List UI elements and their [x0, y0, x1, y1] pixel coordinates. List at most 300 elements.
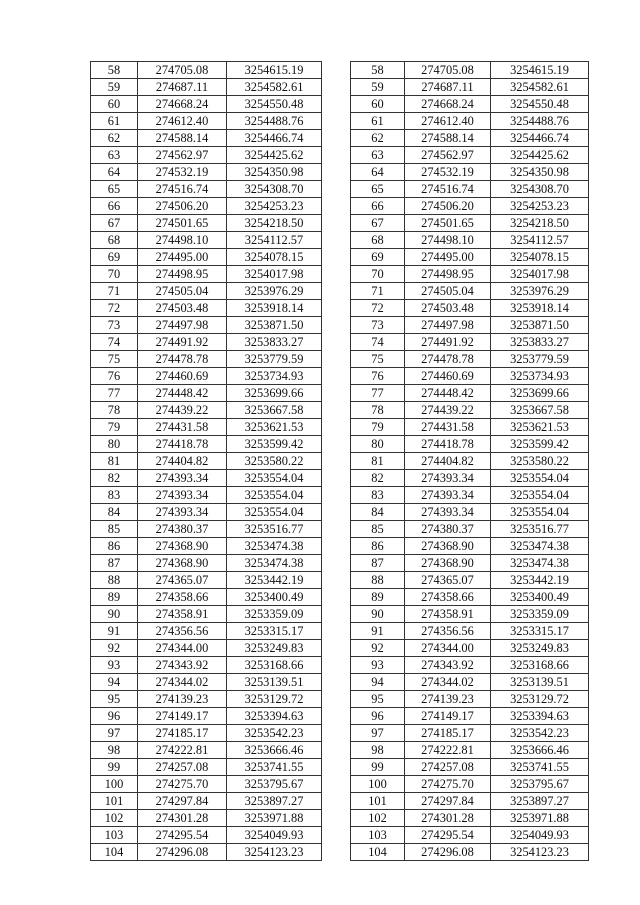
x-coordinate-cell: 274343.92: [138, 657, 227, 674]
table-row: [351, 351, 589, 368]
x-coordinate-cell: 274393.34: [138, 504, 227, 521]
y-coordinate-cell: 3253474.38: [491, 555, 589, 572]
y-coordinate-cell: 3253474.38: [227, 538, 322, 555]
x-coordinate-cell: 274491.92: [138, 334, 227, 351]
x-coordinate-cell: 274356.56: [138, 623, 227, 640]
y-coordinate-cell: 3254488.76: [491, 113, 589, 130]
table-row: [91, 436, 322, 453]
point-number-cell: 60: [91, 96, 138, 113]
point-number-cell: 75: [91, 351, 138, 368]
point-number-cell: 85: [351, 521, 405, 538]
table-row: [351, 113, 589, 130]
point-number-cell: 61: [351, 113, 405, 130]
table-row: [351, 334, 589, 351]
point-number-cell: 84: [351, 504, 405, 521]
table-row: [351, 725, 589, 742]
point-number-cell: 93: [91, 657, 138, 674]
x-coordinate-cell: 274506.20: [138, 198, 227, 215]
x-coordinate-cell: 274393.34: [138, 470, 227, 487]
x-coordinate-cell: 274612.40: [405, 113, 491, 130]
table-row: [91, 470, 322, 487]
x-coordinate-cell: 274368.90: [405, 538, 491, 555]
y-coordinate-cell: 3253129.72: [491, 691, 589, 708]
y-coordinate-cell: 3254550.48: [491, 96, 589, 113]
table-row: [91, 742, 322, 759]
x-coordinate-cell: 274448.42: [405, 385, 491, 402]
table-row: [351, 232, 589, 249]
x-coordinate-cell: 274503.48: [138, 300, 227, 317]
table-row: [91, 130, 322, 147]
table-row: [91, 674, 322, 691]
table-row: [91, 62, 322, 79]
x-coordinate-cell: 274139.23: [138, 691, 227, 708]
point-number-cell: 95: [351, 691, 405, 708]
x-coordinate-cell: 274380.37: [138, 521, 227, 538]
y-coordinate-cell: 3253871.50: [227, 317, 322, 334]
y-coordinate-cell: 3253554.04: [491, 470, 589, 487]
table-row: [91, 453, 322, 470]
y-coordinate-cell: 3254017.98: [227, 266, 322, 283]
coordinate-table-right-body: [351, 62, 589, 861]
y-coordinate-cell: 3254123.23: [227, 844, 322, 861]
y-coordinate-cell: 3254218.50: [227, 215, 322, 232]
coordinate-table-right: [350, 61, 589, 861]
point-number-cell: 104: [351, 844, 405, 861]
table-row: [351, 793, 589, 810]
point-number-cell: 98: [91, 742, 138, 759]
x-coordinate-cell: 274498.10: [405, 232, 491, 249]
y-coordinate-cell: 3254615.19: [491, 62, 589, 79]
x-coordinate-cell: 274404.82: [138, 453, 227, 470]
table-row: [351, 164, 589, 181]
y-coordinate-cell: 3253897.27: [491, 793, 589, 810]
x-coordinate-cell: 274295.54: [138, 827, 227, 844]
y-coordinate-cell: 3253554.04: [227, 504, 322, 521]
point-number-cell: 85: [91, 521, 138, 538]
table-row: [351, 640, 589, 657]
x-coordinate-cell: 274418.78: [405, 436, 491, 453]
point-number-cell: 99: [351, 759, 405, 776]
x-coordinate-cell: 274185.17: [405, 725, 491, 742]
table-row: [351, 572, 589, 589]
y-coordinate-cell: 3253918.14: [227, 300, 322, 317]
y-coordinate-cell: 3253976.29: [227, 283, 322, 300]
table-row: [91, 232, 322, 249]
point-number-cell: 96: [91, 708, 138, 725]
x-coordinate-cell: 274439.22: [405, 402, 491, 419]
y-coordinate-cell: 3254049.93: [227, 827, 322, 844]
y-coordinate-cell: 3253359.09: [491, 606, 589, 623]
y-coordinate-cell: 3253667.58: [227, 402, 322, 419]
point-number-cell: 94: [91, 674, 138, 691]
point-number-cell: 73: [91, 317, 138, 334]
point-number-cell: 58: [91, 62, 138, 79]
table-row: [351, 436, 589, 453]
table-row: [351, 249, 589, 266]
table-row: [351, 198, 589, 215]
x-coordinate-cell: 274498.95: [405, 266, 491, 283]
x-coordinate-cell: 274149.17: [138, 708, 227, 725]
point-number-cell: 64: [91, 164, 138, 181]
x-coordinate-cell: 274562.97: [138, 147, 227, 164]
table-row: [351, 555, 589, 572]
table-row: [91, 776, 322, 793]
point-number-cell: 74: [351, 334, 405, 351]
point-number-cell: 67: [91, 215, 138, 232]
x-coordinate-cell: 274588.14: [405, 130, 491, 147]
x-coordinate-cell: 274358.91: [405, 606, 491, 623]
point-number-cell: 94: [351, 674, 405, 691]
y-coordinate-cell: 3254112.57: [491, 232, 589, 249]
point-number-cell: 65: [91, 181, 138, 198]
table-row: [351, 317, 589, 334]
y-coordinate-cell: 3253599.42: [491, 436, 589, 453]
table-row: [351, 300, 589, 317]
y-coordinate-cell: 3254350.98: [491, 164, 589, 181]
point-number-cell: 79: [351, 419, 405, 436]
y-coordinate-cell: 3253976.29: [491, 283, 589, 300]
table-row: [91, 164, 322, 181]
point-number-cell: 90: [351, 606, 405, 623]
x-coordinate-cell: 274478.78: [405, 351, 491, 368]
table-row: [351, 419, 589, 436]
y-coordinate-cell: 3253394.63: [491, 708, 589, 725]
x-coordinate-cell: 274495.00: [405, 249, 491, 266]
table-row: [351, 589, 589, 606]
x-coordinate-cell: 274222.81: [138, 742, 227, 759]
point-number-cell: 63: [351, 147, 405, 164]
point-number-cell: 81: [91, 453, 138, 470]
point-number-cell: 58: [351, 62, 405, 79]
y-coordinate-cell: 3254218.50: [491, 215, 589, 232]
x-coordinate-cell: 274297.84: [138, 793, 227, 810]
point-number-cell: 60: [351, 96, 405, 113]
y-coordinate-cell: 3254308.70: [491, 181, 589, 198]
point-number-cell: 80: [91, 436, 138, 453]
y-coordinate-cell: 3253699.66: [227, 385, 322, 402]
y-coordinate-cell: 3253621.53: [227, 419, 322, 436]
table-row: [351, 742, 589, 759]
table-row: [91, 521, 322, 538]
y-coordinate-cell: 3253315.17: [227, 623, 322, 640]
x-coordinate-cell: 274588.14: [138, 130, 227, 147]
point-number-cell: 82: [91, 470, 138, 487]
y-coordinate-cell: 3253580.22: [491, 453, 589, 470]
table-row: [91, 538, 322, 555]
point-number-cell: 101: [91, 793, 138, 810]
table-row: [351, 62, 589, 79]
coordinate-table-left-body: [91, 62, 322, 861]
table-row: [91, 368, 322, 385]
x-coordinate-cell: 274275.70: [138, 776, 227, 793]
point-number-cell: 83: [351, 487, 405, 504]
y-coordinate-cell: 3253621.53: [491, 419, 589, 436]
point-number-cell: 103: [91, 827, 138, 844]
x-coordinate-cell: 274296.08: [405, 844, 491, 861]
point-number-cell: 98: [351, 742, 405, 759]
point-number-cell: 89: [91, 589, 138, 606]
table-row: [91, 844, 322, 861]
point-number-cell: 72: [351, 300, 405, 317]
y-coordinate-cell: 3253168.66: [227, 657, 322, 674]
y-coordinate-cell: 3254253.23: [491, 198, 589, 215]
x-coordinate-cell: 274505.04: [405, 283, 491, 300]
x-coordinate-cell: 274149.17: [405, 708, 491, 725]
table-row: [91, 249, 322, 266]
y-coordinate-cell: 3253474.38: [227, 555, 322, 572]
y-coordinate-cell: 3254017.98: [491, 266, 589, 283]
table-row: [91, 113, 322, 130]
x-coordinate-cell: 274368.90: [405, 555, 491, 572]
table-row: [91, 96, 322, 113]
table-row: [91, 793, 322, 810]
y-coordinate-cell: 3253699.66: [491, 385, 589, 402]
table-row: [91, 385, 322, 402]
point-number-cell: 77: [351, 385, 405, 402]
point-number-cell: 79: [91, 419, 138, 436]
x-coordinate-cell: 274344.00: [405, 640, 491, 657]
table-row: [351, 623, 589, 640]
x-coordinate-cell: 274501.65: [138, 215, 227, 232]
y-coordinate-cell: 3253315.17: [491, 623, 589, 640]
y-coordinate-cell: 3253897.27: [227, 793, 322, 810]
x-coordinate-cell: 274612.40: [138, 113, 227, 130]
table-row: [351, 96, 589, 113]
y-coordinate-cell: 3254049.93: [491, 827, 589, 844]
table-row: [351, 691, 589, 708]
y-coordinate-cell: 3253734.93: [491, 368, 589, 385]
point-number-cell: 66: [351, 198, 405, 215]
point-number-cell: 93: [351, 657, 405, 674]
x-coordinate-cell: 274275.70: [405, 776, 491, 793]
y-coordinate-cell: 3254466.74: [227, 130, 322, 147]
x-coordinate-cell: 274532.19: [138, 164, 227, 181]
x-coordinate-cell: 274368.90: [138, 538, 227, 555]
table-row: [91, 657, 322, 674]
point-number-cell: 95: [91, 691, 138, 708]
x-coordinate-cell: 274297.84: [405, 793, 491, 810]
point-number-cell: 99: [91, 759, 138, 776]
table-row: [351, 215, 589, 232]
point-number-cell: 75: [351, 351, 405, 368]
point-number-cell: 96: [351, 708, 405, 725]
point-number-cell: 102: [91, 810, 138, 827]
point-number-cell: 90: [91, 606, 138, 623]
y-coordinate-cell: 3253394.63: [227, 708, 322, 725]
table-row: [351, 674, 589, 691]
y-coordinate-cell: 3253516.77: [491, 521, 589, 538]
table-row: [351, 521, 589, 538]
point-number-cell: 63: [91, 147, 138, 164]
y-coordinate-cell: 3253554.04: [491, 504, 589, 521]
x-coordinate-cell: 274431.58: [405, 419, 491, 436]
x-coordinate-cell: 274705.08: [138, 62, 227, 79]
point-number-cell: 66: [91, 198, 138, 215]
x-coordinate-cell: 274295.54: [405, 827, 491, 844]
y-coordinate-cell: 3254350.98: [227, 164, 322, 181]
x-coordinate-cell: 274368.90: [138, 555, 227, 572]
y-coordinate-cell: 3253741.55: [227, 759, 322, 776]
y-coordinate-cell: 3253400.49: [491, 589, 589, 606]
y-coordinate-cell: 3253871.50: [491, 317, 589, 334]
point-number-cell: 89: [351, 589, 405, 606]
point-number-cell: 81: [351, 453, 405, 470]
table-row: [351, 487, 589, 504]
table-row: [91, 759, 322, 776]
y-coordinate-cell: 3253918.14: [491, 300, 589, 317]
table-row: [351, 538, 589, 555]
point-number-cell: 91: [91, 623, 138, 640]
x-coordinate-cell: 274497.98: [138, 317, 227, 334]
y-coordinate-cell: 3253554.04: [227, 487, 322, 504]
x-coordinate-cell: 274439.22: [138, 402, 227, 419]
table-row: [351, 368, 589, 385]
point-number-cell: 62: [91, 130, 138, 147]
table-row: [351, 810, 589, 827]
y-coordinate-cell: 3253833.27: [491, 334, 589, 351]
table-row: [91, 589, 322, 606]
x-coordinate-cell: 274460.69: [138, 368, 227, 385]
table-row: [91, 79, 322, 96]
y-coordinate-cell: 3253666.46: [491, 742, 589, 759]
table-row: [91, 691, 322, 708]
x-coordinate-cell: 274222.81: [405, 742, 491, 759]
table-row: [91, 215, 322, 232]
x-coordinate-cell: 274668.24: [138, 96, 227, 113]
table-row: [351, 776, 589, 793]
x-coordinate-cell: 274431.58: [138, 419, 227, 436]
y-coordinate-cell: 3254123.23: [491, 844, 589, 861]
y-coordinate-cell: 3254308.70: [227, 181, 322, 198]
table-row: [91, 640, 322, 657]
table-row: [351, 470, 589, 487]
y-coordinate-cell: 3253971.88: [491, 810, 589, 827]
x-coordinate-cell: 274503.48: [405, 300, 491, 317]
x-coordinate-cell: 274497.98: [405, 317, 491, 334]
point-number-cell: 88: [351, 572, 405, 589]
y-coordinate-cell: 3254078.15: [227, 249, 322, 266]
x-coordinate-cell: 274344.00: [138, 640, 227, 657]
x-coordinate-cell: 274491.92: [405, 334, 491, 351]
table-row: [91, 606, 322, 623]
x-coordinate-cell: 274516.74: [405, 181, 491, 198]
x-coordinate-cell: 274498.10: [138, 232, 227, 249]
point-number-cell: 104: [91, 844, 138, 861]
point-number-cell: 59: [91, 79, 138, 96]
x-coordinate-cell: 274562.97: [405, 147, 491, 164]
point-number-cell: 76: [351, 368, 405, 385]
point-number-cell: 67: [351, 215, 405, 232]
point-number-cell: 70: [91, 266, 138, 283]
x-coordinate-cell: 274365.07: [138, 572, 227, 589]
y-coordinate-cell: 3254582.61: [491, 79, 589, 96]
y-coordinate-cell: 3253779.59: [227, 351, 322, 368]
table-row: [351, 181, 589, 198]
y-coordinate-cell: 3253442.19: [491, 572, 589, 589]
point-number-cell: 100: [351, 776, 405, 793]
point-number-cell: 65: [351, 181, 405, 198]
point-number-cell: 97: [91, 725, 138, 742]
point-number-cell: 59: [351, 79, 405, 96]
y-coordinate-cell: 3253599.42: [227, 436, 322, 453]
x-coordinate-cell: 274393.34: [405, 504, 491, 521]
table-row: [91, 572, 322, 589]
y-coordinate-cell: 3254112.57: [227, 232, 322, 249]
table-row: [351, 827, 589, 844]
x-coordinate-cell: 274358.66: [138, 589, 227, 606]
point-number-cell: 87: [91, 555, 138, 572]
point-number-cell: 69: [351, 249, 405, 266]
x-coordinate-cell: 274393.34: [405, 487, 491, 504]
point-number-cell: 62: [351, 130, 405, 147]
y-coordinate-cell: 3253542.23: [491, 725, 589, 742]
table-row: [91, 147, 322, 164]
x-coordinate-cell: 274301.28: [405, 810, 491, 827]
point-number-cell: 61: [91, 113, 138, 130]
y-coordinate-cell: 3254253.23: [227, 198, 322, 215]
table-row: [351, 402, 589, 419]
x-coordinate-cell: 274380.37: [405, 521, 491, 538]
point-number-cell: 86: [351, 538, 405, 555]
point-number-cell: 78: [91, 402, 138, 419]
x-coordinate-cell: 274687.11: [405, 79, 491, 96]
table-row: [351, 504, 589, 521]
point-number-cell: 64: [351, 164, 405, 181]
table-row: [91, 487, 322, 504]
table-row: [91, 181, 322, 198]
point-number-cell: 69: [91, 249, 138, 266]
y-coordinate-cell: 3253249.83: [491, 640, 589, 657]
table-row: [91, 725, 322, 742]
y-coordinate-cell: 3253554.04: [491, 487, 589, 504]
y-coordinate-cell: 3253795.67: [227, 776, 322, 793]
x-coordinate-cell: 274358.91: [138, 606, 227, 623]
x-coordinate-cell: 274393.34: [405, 470, 491, 487]
point-number-cell: 101: [351, 793, 405, 810]
point-number-cell: 77: [91, 385, 138, 402]
x-coordinate-cell: 274296.08: [138, 844, 227, 861]
point-number-cell: 84: [91, 504, 138, 521]
x-coordinate-cell: 274516.74: [138, 181, 227, 198]
table-row: [91, 351, 322, 368]
y-coordinate-cell: 3254466.74: [491, 130, 589, 147]
table-row: [351, 844, 589, 861]
x-coordinate-cell: 274505.04: [138, 283, 227, 300]
y-coordinate-cell: 3253779.59: [491, 351, 589, 368]
table-row: [351, 385, 589, 402]
table-row: [91, 419, 322, 436]
point-number-cell: 80: [351, 436, 405, 453]
y-coordinate-cell: 3253129.72: [227, 691, 322, 708]
y-coordinate-cell: 3254078.15: [491, 249, 589, 266]
x-coordinate-cell: 274687.11: [138, 79, 227, 96]
table-row: [351, 79, 589, 96]
x-coordinate-cell: 274404.82: [405, 453, 491, 470]
table-row: [351, 147, 589, 164]
table-row: [91, 283, 322, 300]
table-row: [91, 827, 322, 844]
x-coordinate-cell: 274478.78: [138, 351, 227, 368]
point-number-cell: 82: [351, 470, 405, 487]
x-coordinate-cell: 274506.20: [405, 198, 491, 215]
point-number-cell: 103: [351, 827, 405, 844]
point-number-cell: 91: [351, 623, 405, 640]
x-coordinate-cell: 274344.02: [405, 674, 491, 691]
y-coordinate-cell: 3254425.62: [491, 147, 589, 164]
table-row: [351, 283, 589, 300]
y-coordinate-cell: 3254550.48: [227, 96, 322, 113]
x-coordinate-cell: 274705.08: [405, 62, 491, 79]
